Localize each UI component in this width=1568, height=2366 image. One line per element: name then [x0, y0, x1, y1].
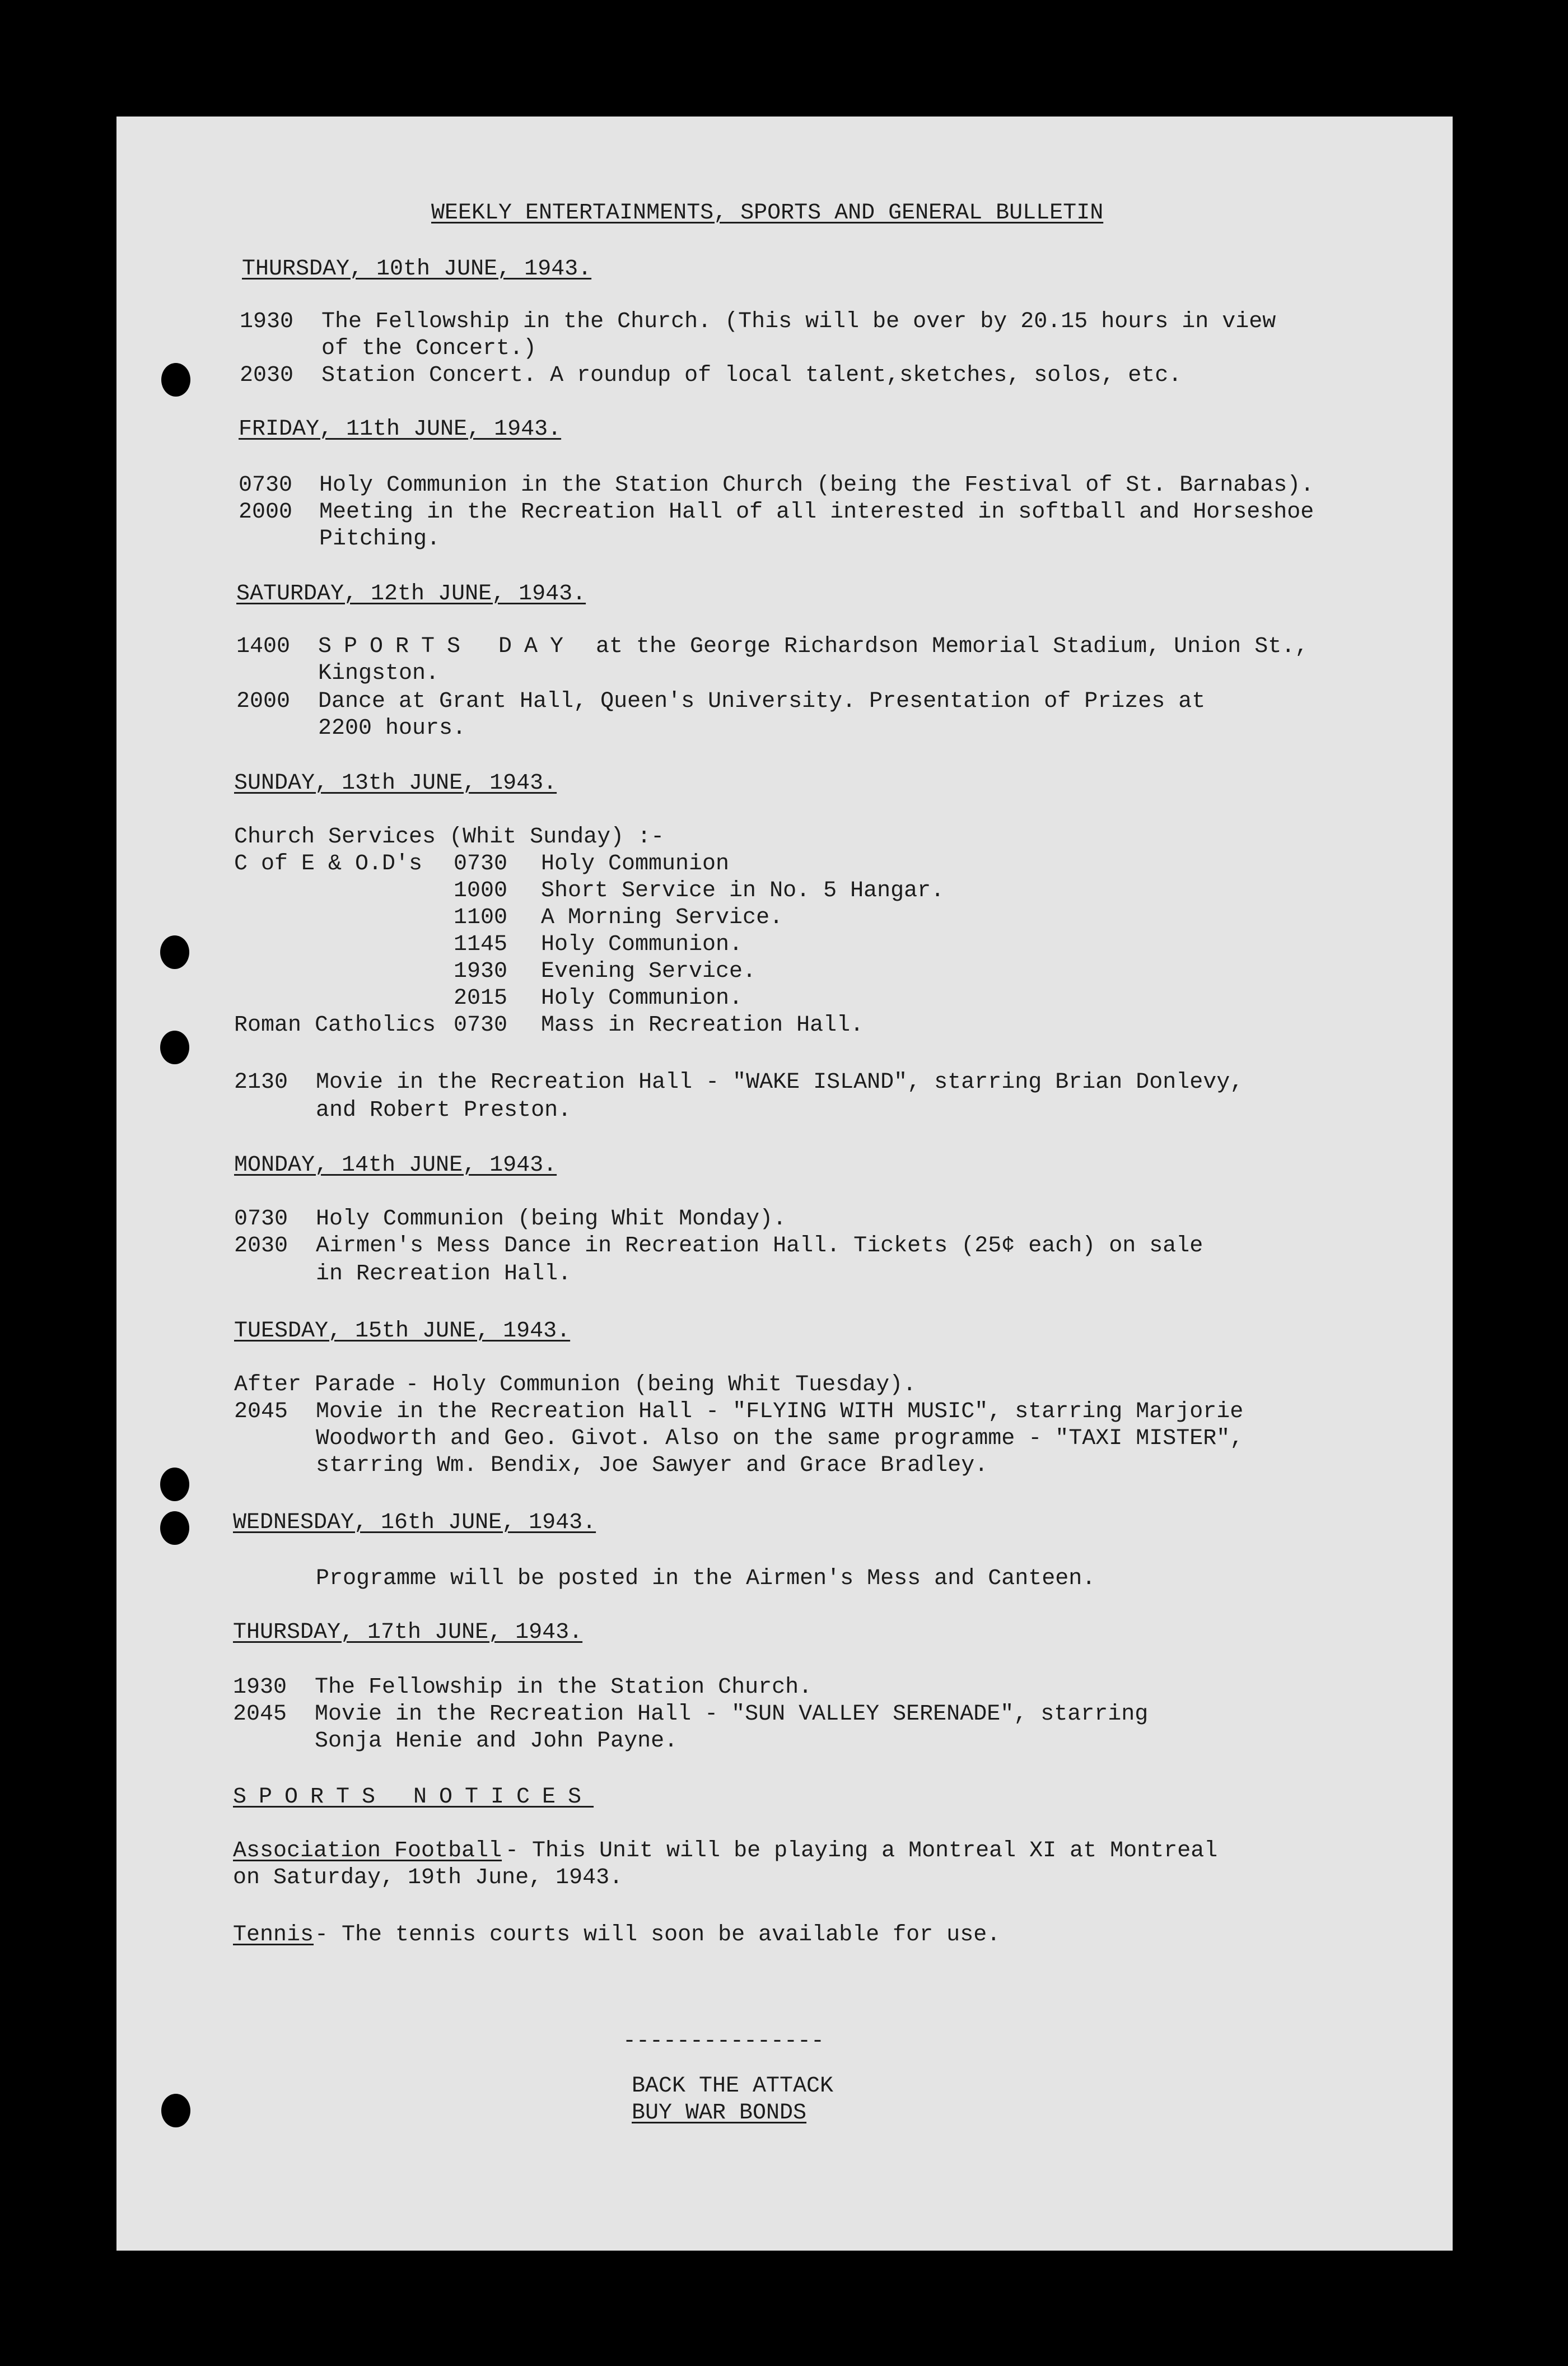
day-heading: FRIDAY, 11th JUNE, 1943.: [239, 417, 562, 442]
service-time: 1100: [454, 905, 508, 930]
entry-time: 1400: [236, 634, 291, 659]
footer-line-1: BACK THE ATTACK: [632, 2074, 834, 2099]
entry-time: 0730: [234, 1207, 288, 1232]
entry-time: 2045: [234, 1399, 288, 1424]
entry-text-cont: Pitching.: [319, 527, 441, 552]
sports-day-highlight: SPORTS DAY: [318, 634, 576, 659]
entry-text: Movie in the Recreation Hall - "FLYING WITH MUSIC", starring Marjorie: [316, 1399, 1244, 1424]
punch-hole: [161, 2094, 190, 2127]
entry-text-cont: and Robert Preston.: [316, 1098, 572, 1123]
notice-text: - This Unit will be playing a Montreal XI at Montreal: [505, 1838, 1218, 1864]
entry-time: 2030: [234, 1233, 288, 1259]
entry-text: Station Concert. A roundup of local talent,sketches, solos, etc.: [321, 363, 1182, 388]
notice-text: - The tennis courts will soon be available for use.: [315, 1922, 1001, 1948]
entry-text: The Fellowship in the Church. (This will be over by 20.15 hours in view: [321, 309, 1276, 334]
entry-text-cont: Kingston.: [318, 661, 440, 686]
entry-text-cont: Sonja Henie and John Payne.: [315, 1729, 678, 1754]
service-text: Evening Service.: [541, 959, 757, 984]
service-time: 0730: [454, 1013, 508, 1038]
notice-label: Association Football: [233, 1838, 502, 1864]
service-text: Short Service in No. 5 Hangar.: [541, 878, 945, 903]
entry-time: After Parade: [234, 1372, 396, 1398]
service-time: 2015: [454, 986, 508, 1011]
entry-time: 2000: [236, 689, 291, 714]
service-text: Holy Communion: [541, 851, 730, 877]
service-time: 1000: [454, 878, 508, 903]
entry-text-cont: starring Wm. Bendix, Joe Sawyer and Grace Bradley.: [316, 1453, 988, 1478]
day-heading: THURSDAY, 10th JUNE, 1943.: [242, 257, 592, 282]
church-services-header: Church Services (Whit Sunday) :-: [234, 825, 665, 850]
entry-time: 2045: [233, 1702, 287, 1727]
entry-text: Dance at Grant Hall, Queen's University. Presentation of Prizes at: [318, 689, 1206, 714]
service-text: Mass in Recreation Hall.: [541, 1013, 864, 1038]
punch-hole: [160, 1468, 189, 1501]
service-text: A Morning Service.: [541, 905, 783, 930]
day-heading: THURSDAY, 17th JUNE, 1943.: [233, 1620, 583, 1645]
sports-notices-heading: SPORTS NOTICES: [233, 1785, 594, 1810]
footer-line-2: BUY WAR BONDS: [632, 2100, 807, 2126]
entry-time: 0730: [239, 473, 293, 498]
entry-time: 2000: [239, 500, 293, 525]
entry-text: Movie in the Recreation Hall - "WAKE ISLAND", starring Brian Donlevy,: [316, 1070, 1244, 1095]
entry-time: 2030: [240, 363, 294, 388]
notice-label: Tennis: [233, 1922, 314, 1948]
entry-text-cont: 2200 hours.: [318, 716, 466, 741]
entry-text: Holy Communion (being Whit Monday).: [316, 1207, 787, 1232]
notice-text-cont: on Saturday, 19th June, 1943.: [233, 1865, 623, 1890]
service-time: 1930: [454, 959, 508, 984]
service-group: C of E & O.D's: [234, 851, 423, 877]
punch-hole: [160, 1031, 189, 1064]
entry-text: at the George Richardson Memorial Stadium, Union St.,: [596, 634, 1309, 659]
entry-time: 1930: [233, 1675, 287, 1700]
day-note: Programme will be posted in the Airmen's Mess and Canteen.: [316, 1566, 1096, 1591]
entry-text: The Fellowship in the Station Church.: [315, 1675, 813, 1700]
entry-text: - Holy Communion (being Whit Tuesday).: [405, 1372, 917, 1398]
entry-time: 1930: [240, 309, 294, 334]
service-time: 1145: [454, 932, 508, 957]
punch-hole: [160, 935, 189, 969]
punch-hole: [160, 1511, 189, 1545]
punch-hole: [161, 363, 190, 397]
service-time: 0730: [454, 851, 508, 877]
service-group: Roman Catholics: [234, 1013, 436, 1038]
day-heading: MONDAY, 14th JUNE, 1943.: [234, 1153, 557, 1178]
bulletin-title: WEEKLY ENTERTAINMENTS, SPORTS AND GENERAL BULLETIN: [431, 201, 1104, 226]
entry-text-cont: Woodworth and Geo. Givot. Also on the same programme - "TAXI MISTER",: [316, 1426, 1244, 1451]
entry-text: Holy Communion in the Station Church (being the Festival of St. Barnabas).: [319, 473, 1314, 498]
entry-time: 2130: [234, 1070, 288, 1095]
entry-text-cont: of the Concert.): [321, 336, 537, 361]
day-heading: WEDNESDAY, 16th JUNE, 1943.: [233, 1510, 596, 1535]
entry-text-cont: in Recreation Hall.: [316, 1261, 572, 1287]
service-text: Holy Communion.: [541, 986, 743, 1011]
service-text: Holy Communion.: [541, 932, 743, 957]
entry-text: Movie in the Recreation Hall - "SUN VALLEY SERENADE", starring: [315, 1702, 1149, 1727]
day-heading: TUESDAY, 15th JUNE, 1943.: [234, 1319, 571, 1344]
day-heading: SATURDAY, 12th JUNE, 1943.: [236, 581, 586, 607]
entry-text: Meeting in the Recreation Hall of all interested in softball and Horseshoe: [319, 500, 1314, 525]
day-heading: SUNDAY, 13th JUNE, 1943.: [234, 771, 557, 796]
entry-text: Airmen's Mess Dance in Recreation Hall. Tickets (25¢ each) on sale: [316, 1233, 1203, 1259]
footer-dashes: ---------------: [623, 2029, 825, 2054]
